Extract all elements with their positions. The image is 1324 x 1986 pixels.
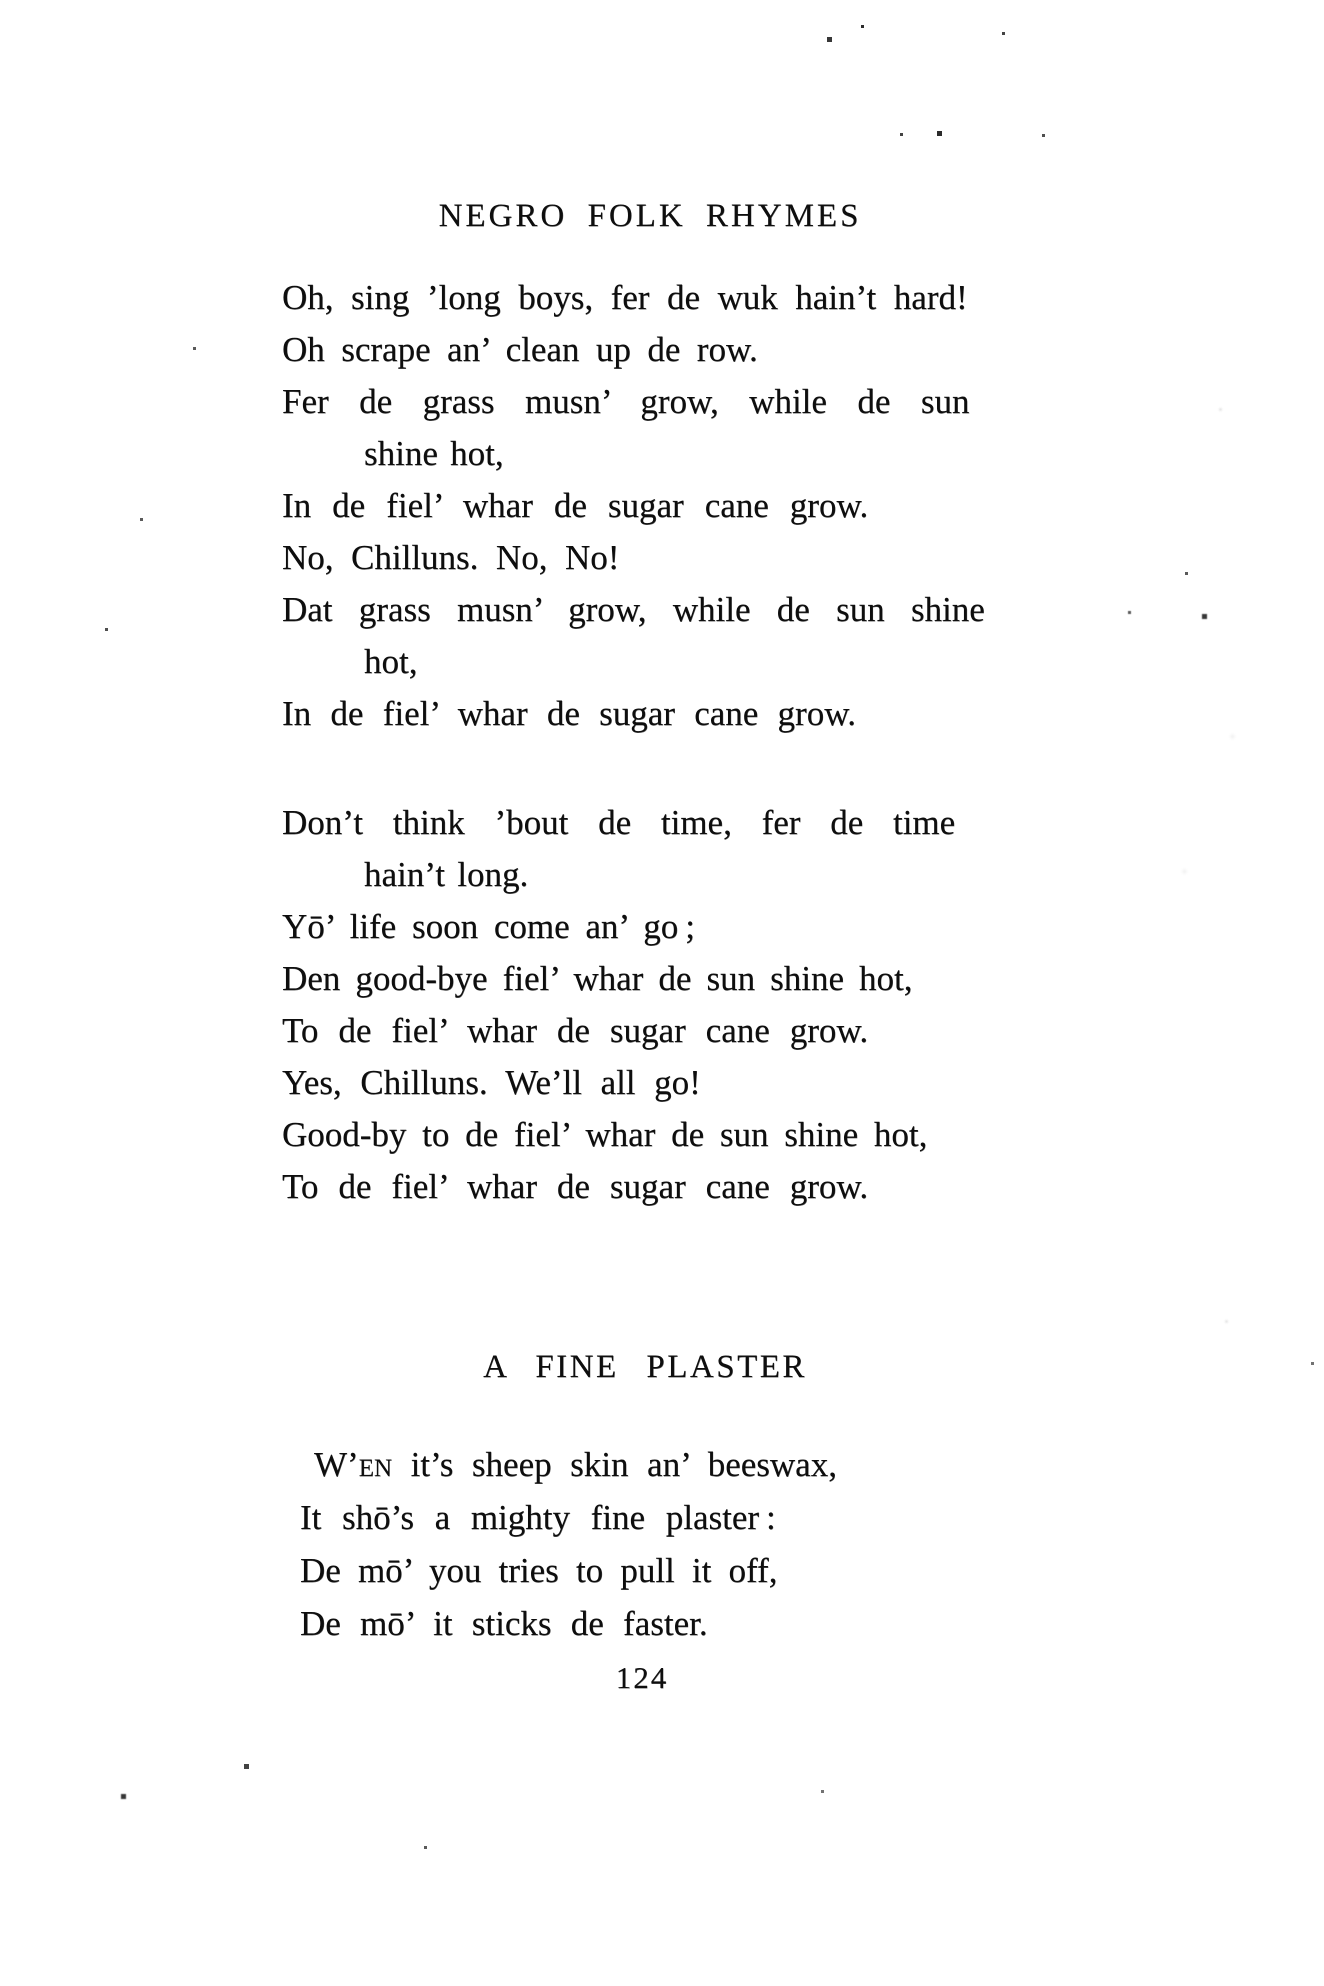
poem-line: In de fiel’ whar de sugar cane grow. [282, 486, 869, 525]
poem-line: Don’t think ’bout de time, fer de time [282, 803, 956, 842]
poem-line: Oh, sing ’long boys, fer de wuk hain’t hard! [282, 278, 968, 317]
poem-line: hain’t long. [364, 855, 529, 894]
poem-line: De mō’ you tries to pull it off, [300, 1551, 778, 1590]
poem-line: To de fiel’ whar de sugar cane grow. [282, 1011, 869, 1050]
poem-line: No, Chilluns. No, No! [282, 538, 620, 577]
stanza [282, 272, 1052, 740]
poem-line: Yō’ life soon come an’ go ; [282, 907, 695, 946]
poem-line: Oh scrape an’ clean up de row. [282, 330, 758, 369]
page-number: 124 [615, 1660, 669, 1695]
poem-title: A FINE PLASTER [483, 1349, 807, 1385]
poem-a-fine-plaster [300, 1438, 1060, 1650]
poem-line: W’en it’s sheep skin an’ beeswax, [314, 1445, 837, 1484]
stanza [300, 1438, 1060, 1650]
running-head: NEGRO FOLK RHYMES [438, 198, 862, 234]
scan-noise-specks [0, 0, 3, 3]
poem-line: To de fiel’ whar de sugar cane grow. [282, 1167, 869, 1206]
poem-sugar-cane-continuation [282, 272, 1052, 1213]
poem-line: shine hot, [364, 434, 504, 473]
poem-line: Good-by to de fiel’ whar de sun shine hot, [282, 1115, 928, 1154]
poem-line: Den good-bye fiel’ whar de sun shine hot, [282, 959, 913, 998]
poem-line: Yes, Chilluns. We’ll all go! [282, 1063, 701, 1102]
poem-line: Fer de grass musn’ grow, while de sun [282, 382, 970, 421]
poem-line: De mō’ it sticks de faster. [300, 1604, 708, 1643]
poem-line: Dat grass musn’ grow, while de sun shine [282, 590, 985, 629]
poem-line: hot, [364, 642, 418, 681]
poem-line: In de fiel’ whar de sugar cane grow. [282, 694, 856, 733]
poem-line: It shō’s a mighty fine plaster : [300, 1498, 776, 1537]
stanza [282, 797, 1052, 1213]
